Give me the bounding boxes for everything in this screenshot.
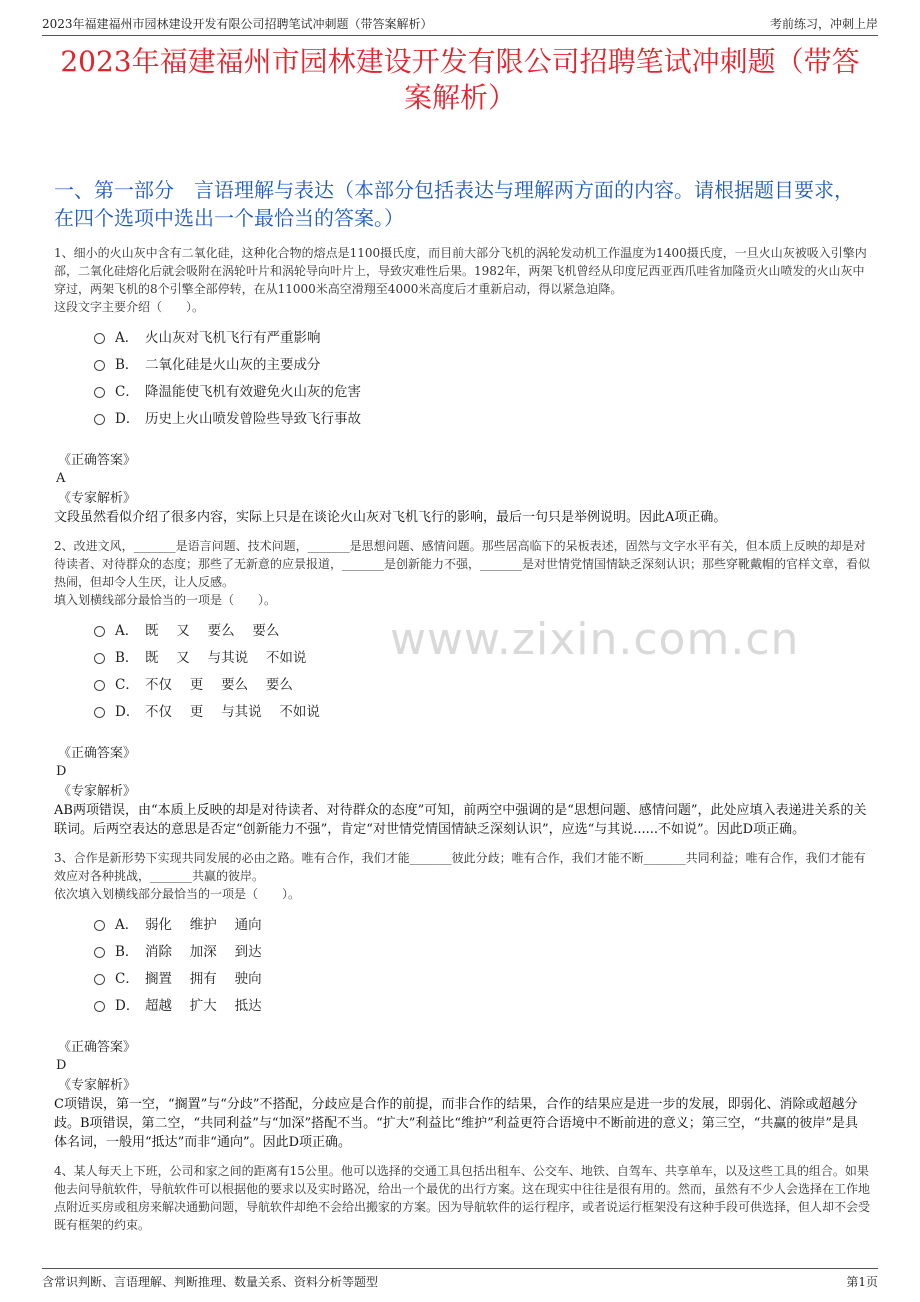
option-c[interactable]	[94, 376, 870, 403]
page-number: 第1页	[846, 1275, 878, 1289]
option-letter: C．	[115, 383, 139, 400]
radio-icon[interactable]	[94, 360, 105, 371]
radio-icon[interactable]	[94, 680, 105, 691]
option-text: 历史上火山喷发曾险些导致飞行事故	[145, 410, 361, 427]
answer-label: 《正确答案》	[58, 746, 137, 761]
option-text: 不仅 更 与其说 不如说	[145, 703, 320, 720]
radio-icon[interactable]	[94, 947, 105, 958]
option-letter: A．	[115, 916, 139, 933]
option-letter: D．	[115, 997, 140, 1014]
header-document-title: 2023年福建福州市园林建设开发有限公司招聘笔试冲刺题（带答案解析）	[42, 17, 433, 31]
radio-icon[interactable]	[94, 387, 105, 398]
option-letter: C．	[115, 676, 139, 693]
option-text: 弱化 维护 通向	[145, 916, 262, 933]
question-4	[54, 1162, 870, 1234]
question-prompt: 填入划横线部分最恰当的一项是（ ）。	[54, 593, 277, 607]
question-prompt: 这段文字主要介绍（ ）。	[54, 300, 205, 314]
section-heading: 一、第一部分 言语理解与表达（本部分包括表达与理解两方面的内容。请根据题目要求，在四个选项中选出一个最恰当的答案。）	[54, 178, 854, 230]
option-a[interactable]	[94, 322, 870, 349]
option-d[interactable]	[94, 696, 870, 723]
option-letter: B．	[115, 649, 139, 666]
option-text: 消除 加深 到达	[145, 943, 262, 960]
radio-icon[interactable]	[94, 414, 105, 425]
header-slogan: 考前练习，冲刺上岸	[769, 17, 878, 31]
radio-icon[interactable]	[94, 974, 105, 985]
question-1	[54, 244, 870, 527]
option-text: 降温能使飞机有效避免火山灰的危害	[145, 383, 361, 400]
option-text: 既 又 与其说 不如说	[145, 649, 307, 666]
option-b[interactable]	[94, 642, 870, 669]
option-letter: A．	[115, 622, 139, 639]
option-text: 火山灰对飞机飞行有严重影响	[145, 329, 321, 346]
option-c[interactable]	[94, 963, 870, 990]
answer-value: A	[56, 471, 66, 486]
answer-label: 《正确答案》	[58, 1040, 137, 1055]
question-text: 3、合作是新形势下实现共同发展的必由之路。唯有合作，我们才能_______彼此分歧；唯有合作，我们才能不断_______共同利益；唯有合作，我们才能有效应对各种挑战，_______共赢的彼岸。	[54, 851, 866, 883]
option-letter: B．	[115, 356, 139, 373]
radio-icon[interactable]	[94, 1001, 105, 1012]
option-text: 不仅 更 要么 要么	[145, 676, 293, 693]
answer-value: D	[56, 764, 67, 779]
option-d[interactable]	[94, 403, 870, 430]
radio-icon[interactable]	[94, 333, 105, 344]
option-list	[94, 615, 870, 723]
question-text: 2、改进文风，_______是语言问题、技术问题，_______是思想问题、感情问题。那些居高临下的呆板表述，固然与文字水平有关，但本质上反映的却是对待读者、对待群众的态度；那些了无新意的应景报道，_______是创新能力不强，_______是对世情党情国情缺乏深刻认识；那些穿靴戴帽的官样文章，看似热闹，但却令人生厌，让人反感。	[54, 539, 871, 589]
radio-icon[interactable]	[94, 653, 105, 664]
answer-value: D	[56, 1058, 67, 1073]
explanation-label: 《专家解析》	[58, 491, 137, 506]
option-a[interactable]	[94, 909, 870, 936]
explanation-label: 《专家解析》	[58, 784, 137, 799]
option-list	[94, 322, 870, 430]
radio-icon[interactable]	[94, 626, 105, 637]
explanation-text: C项错误，第一空，“搁置”与“分歧”不搭配，分歧应是合作的前提，而非合作的结果，合作的结果应是进一步的发展，即弱化、消除或超越分歧。B项错误，第二空，“共同利益”与“加深”搭配不当。“扩大”利益比“维护”利益更符合语境中不断前进的意义；第三空，“共赢的彼岸”是具体名词，一般用“抵达”而非“通向”。因此D项正确。	[54, 1097, 859, 1150]
question-text: 1、细小的火山灰中含有二氧化硅，这种化合物的熔点是1100摄氏度，而目前大部分飞机的涡轮发动机工作温度为1400摄氏度，一旦火山灰被吸入引擎内部，二氧化硅熔化后就会吸附在涡轮叶片和涡轮导向叶片上，导致灾难性后果。1982年，两架飞机曾经从印度尼西亚西爪哇省加隆贡火山喷发的火山灰中穿过，两架飞机的8个引擎全部停转，在从11000米高空滑翔至4000米高度后才重新启动，得以紧急迫降。	[54, 246, 867, 296]
option-text: 搁置 拥有 驶向	[145, 970, 262, 987]
watermark: www.zixin.com.cn	[390, 614, 800, 665]
option-letter: D．	[115, 410, 140, 427]
page-title: 2023年福建福州市园林建设开发有限公司招聘笔试冲刺题（带答案解析）	[60, 45, 860, 114]
option-b[interactable]	[94, 349, 870, 376]
question-text: 4、某人每天上下班，公司和家之间的距离有15公里。他可以选择的交通工具包括出租车、公交车、地铁、自驾车、共享单车，以及这些工具的组合。如果他去问导航软件，导航软件可以根据他的要求以及实时路况，给出一个最优的出行方案。这在现实中往往是很有用的。然而，虽然有不少人会选择在工作地点附近买房或租房来解决通勤问题，导航软件却绝不会给出搬家的方案。因为导航软件的运行程序，或者说运行框架没有这种手段可供选择，但人却不会受既有框架的约束。	[54, 1164, 871, 1232]
page-header	[42, 10, 878, 36]
question-3	[54, 849, 870, 1152]
option-d[interactable]	[94, 990, 870, 1017]
option-letter: D．	[115, 703, 140, 720]
question-2	[54, 537, 870, 839]
option-b[interactable]	[94, 936, 870, 963]
explanation-label: 《专家解析》	[58, 1078, 137, 1093]
option-letter: B．	[115, 943, 139, 960]
option-text: 超越 扩大 抵达	[145, 997, 262, 1014]
option-letter: C．	[115, 970, 139, 987]
answer-label: 《正确答案》	[58, 453, 137, 468]
question-prompt: 依次填入划横线部分最恰当的一项是（ ）。	[54, 887, 301, 901]
option-c[interactable]	[94, 669, 870, 696]
option-a[interactable]	[94, 615, 870, 642]
question-list	[54, 244, 870, 1234]
explanation-text: AB两项错误，由“本质上反映的却是对待读者、对待群众的态度”可知，前两空中强调的是“思想问题、感情问题”，此处应填入表递进关系的关联词。后两空表达的意思是否定“创新能力不强”，肯定“对世情党情国情缺乏深刻认识”，应选“与其说......不如说”。因此D项正确。	[54, 803, 867, 837]
page-footer	[42, 1268, 878, 1290]
option-letter: A．	[115, 329, 139, 346]
radio-icon[interactable]	[94, 920, 105, 931]
option-text: 二氧化硅是火山灰的主要成分	[145, 356, 321, 373]
option-text: 既 又 要么 要么	[145, 622, 280, 639]
radio-icon[interactable]	[94, 707, 105, 718]
option-list	[94, 909, 870, 1017]
explanation-text: 文段虽然看似介绍了很多内容，实际上只是在谈论火山灰对飞机飞行的影响，最后一句只是举例说明。因此A项正确。	[54, 510, 727, 525]
footer-note: 含常识判断、言语理解、判断推理、数量关系、资料分析等题型	[42, 1275, 379, 1289]
